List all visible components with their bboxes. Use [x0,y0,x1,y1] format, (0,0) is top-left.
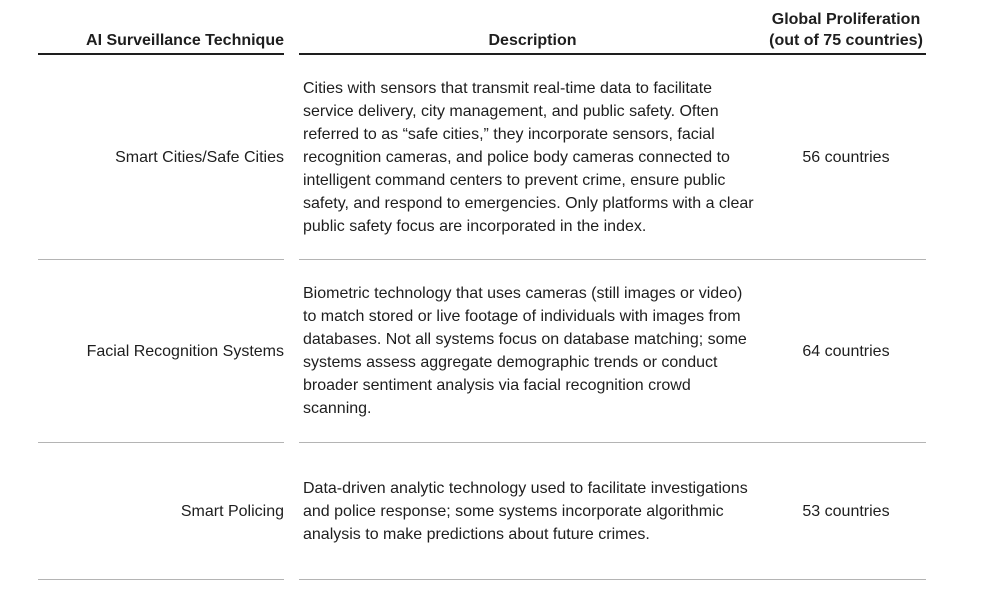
description-text: Cities with sensors that transmit real-time data to facilitate service delivery, city management, and public safety. Often referred to as “safe cities,” they incorporate sensors, facial recognition cameras, and police body cameras connected to intelligent command centers to prevent crime, ensure public safety, and respond to emergencies. Only platforms with a clear public safety focus are incorporated in the index. [303,79,754,235]
technique-name: Facial Recognition Systems [86,342,284,360]
header-proliferation [766,9,926,55]
technique-cell [38,260,284,443]
header-technique: AI Surveillance Technique [38,30,284,55]
technique-name: Smart Cities/Safe Cities [115,148,284,166]
technique-name: Smart Policing [180,502,284,520]
technique-cell [38,55,284,260]
table-row [38,55,926,260]
proliferation-cell [766,55,926,260]
description-cell [299,443,766,580]
description-text: Data-driven analytic technology used to facilitate investigations and police response; some systems incorporate algorithmic analysis to make predictions about future crimes. [303,479,748,543]
header-description: Description [299,30,766,55]
technique-cell [38,443,284,580]
header-proliferation-line1: Global Proliferation [771,11,921,28]
proliferation-value: 56 countries [802,148,890,166]
description-cell [299,55,766,260]
surveillance-techniques-table [38,12,926,580]
description-cell [299,260,766,443]
table-header [38,12,926,55]
table-row [38,443,926,580]
proliferation-cell [766,260,926,443]
proliferation-cell [766,443,926,580]
table-row [38,260,926,443]
description-text: Biometric technology that uses cameras (still images or video) to match stored or live footage of individuals with images from databases. Not all systems focus on database matching; some systems assess aggregate demographic trends or conduct broader sentiment analysis via facial recognition crowd scanning. [303,285,747,417]
proliferation-value: 64 countries [802,342,890,360]
header-proliferation-line2: (out of 75 countries) [769,32,923,49]
proliferation-value: 53 countries [802,502,890,520]
